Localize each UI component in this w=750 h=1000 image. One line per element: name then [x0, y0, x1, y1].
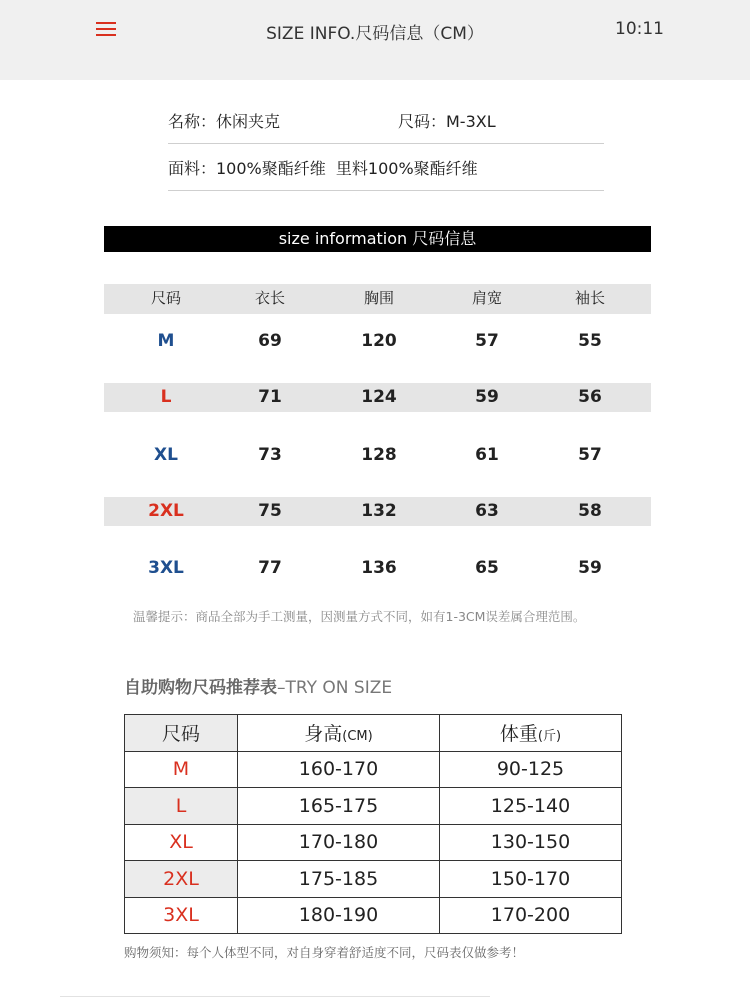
header-shoulder: 肩宽 [471, 289, 502, 307]
header-weight-label: 体重 [499, 723, 538, 746]
header-height [238, 715, 440, 752]
size-label: 2XL [148, 501, 184, 521]
measurement-note: 温馨提示：商品全部为手工测量，因测量方式不同，如有1-3CM误差属合理范围。 [133, 609, 586, 624]
table-cell: 73 [258, 445, 282, 465]
table-cell: 90-125 [440, 751, 622, 788]
size-label: XL [125, 824, 238, 861]
product-material: 面料：100%聚酯纤维 里料100%聚酯纤维 [168, 159, 478, 178]
table-cell: 61 [475, 445, 499, 465]
table-cell: 175-185 [238, 861, 440, 898]
header-sleeve: 袖长 [574, 289, 605, 307]
table-row [104, 327, 651, 355]
size-information-banner: size information 尺码信息 [104, 226, 651, 252]
table-cell: 69 [258, 331, 282, 351]
table-row [125, 861, 622, 898]
recommend-title [124, 673, 392, 698]
size-label: L [160, 387, 172, 407]
size-label: M [125, 751, 238, 788]
table-row [104, 497, 651, 526]
table-row [125, 788, 622, 825]
header-height-unit: (CM) [342, 729, 373, 745]
table-cell: 128 [361, 445, 397, 465]
table-row [125, 897, 622, 934]
table-cell: 170-200 [440, 897, 622, 934]
table-cell: 124 [361, 387, 397, 407]
table-cell: 75 [258, 501, 282, 521]
table-cell: 130-150 [440, 824, 622, 861]
table-cell: 63 [475, 501, 499, 521]
clock-time: 10:11 [615, 19, 664, 39]
header-length: 衣长 [254, 289, 285, 307]
table-cell: 150-170 [440, 861, 622, 898]
purchase-note: 购物须知：每个人体型不同，对自身穿着舒适度不同，尺码表仅做参考！ [124, 945, 525, 960]
table-cell: 120 [361, 331, 397, 351]
divider [60, 996, 490, 997]
table-cell: 132 [361, 501, 397, 521]
size-table [104, 284, 651, 578]
table-cell: 136 [361, 558, 397, 578]
table-row [125, 751, 622, 788]
table-cell: 180-190 [238, 897, 440, 934]
table-cell: 57 [475, 331, 499, 351]
table-cell: 71 [258, 387, 282, 407]
header-size: 尺码 [150, 289, 181, 307]
header-height-label: 身高 [304, 723, 343, 746]
divider [168, 143, 604, 144]
header-size: 尺码 [125, 715, 238, 752]
recommend-title-cn: 自助购物尺码推荐表 [124, 678, 277, 698]
table-cell: 59 [475, 387, 499, 407]
recommend-table [124, 714, 622, 934]
recommend-header-row [125, 715, 622, 752]
table-cell: 56 [578, 387, 602, 407]
header-weight [440, 715, 622, 752]
table-cell: 59 [578, 558, 602, 578]
table-row [104, 554, 651, 582]
size-table-header [104, 284, 651, 314]
product-name: 名称：休闲夹克 [168, 112, 281, 131]
table-row [125, 824, 622, 861]
table-cell: 58 [578, 501, 602, 521]
table-row [104, 441, 651, 469]
table-cell: 125-140 [440, 788, 622, 825]
size-label: 3XL [148, 558, 184, 578]
recommend-title-en: –TRY ON SIZE [277, 678, 393, 698]
divider [168, 190, 604, 191]
size-label: M [157, 331, 175, 351]
size-label: XL [154, 445, 178, 465]
header-chest: 胸围 [363, 289, 394, 307]
table-cell: 165-175 [238, 788, 440, 825]
header-weight-unit: (斤) [537, 729, 562, 745]
top-bar [0, 0, 750, 80]
size-label: 3XL [125, 897, 238, 934]
table-cell: 160-170 [238, 751, 440, 788]
table-cell: 65 [475, 558, 499, 578]
table-row [104, 383, 651, 412]
table-cell: 77 [258, 558, 282, 578]
table-cell: 57 [578, 445, 602, 465]
table-cell: 170-180 [238, 824, 440, 861]
size-label: L [125, 788, 238, 825]
product-size-range: 尺码：M-3XL [398, 112, 496, 131]
page-title: SIZE INFO.尺码信息（CM） [266, 24, 484, 44]
table-cell: 55 [578, 331, 602, 351]
size-label: 2XL [125, 861, 238, 898]
